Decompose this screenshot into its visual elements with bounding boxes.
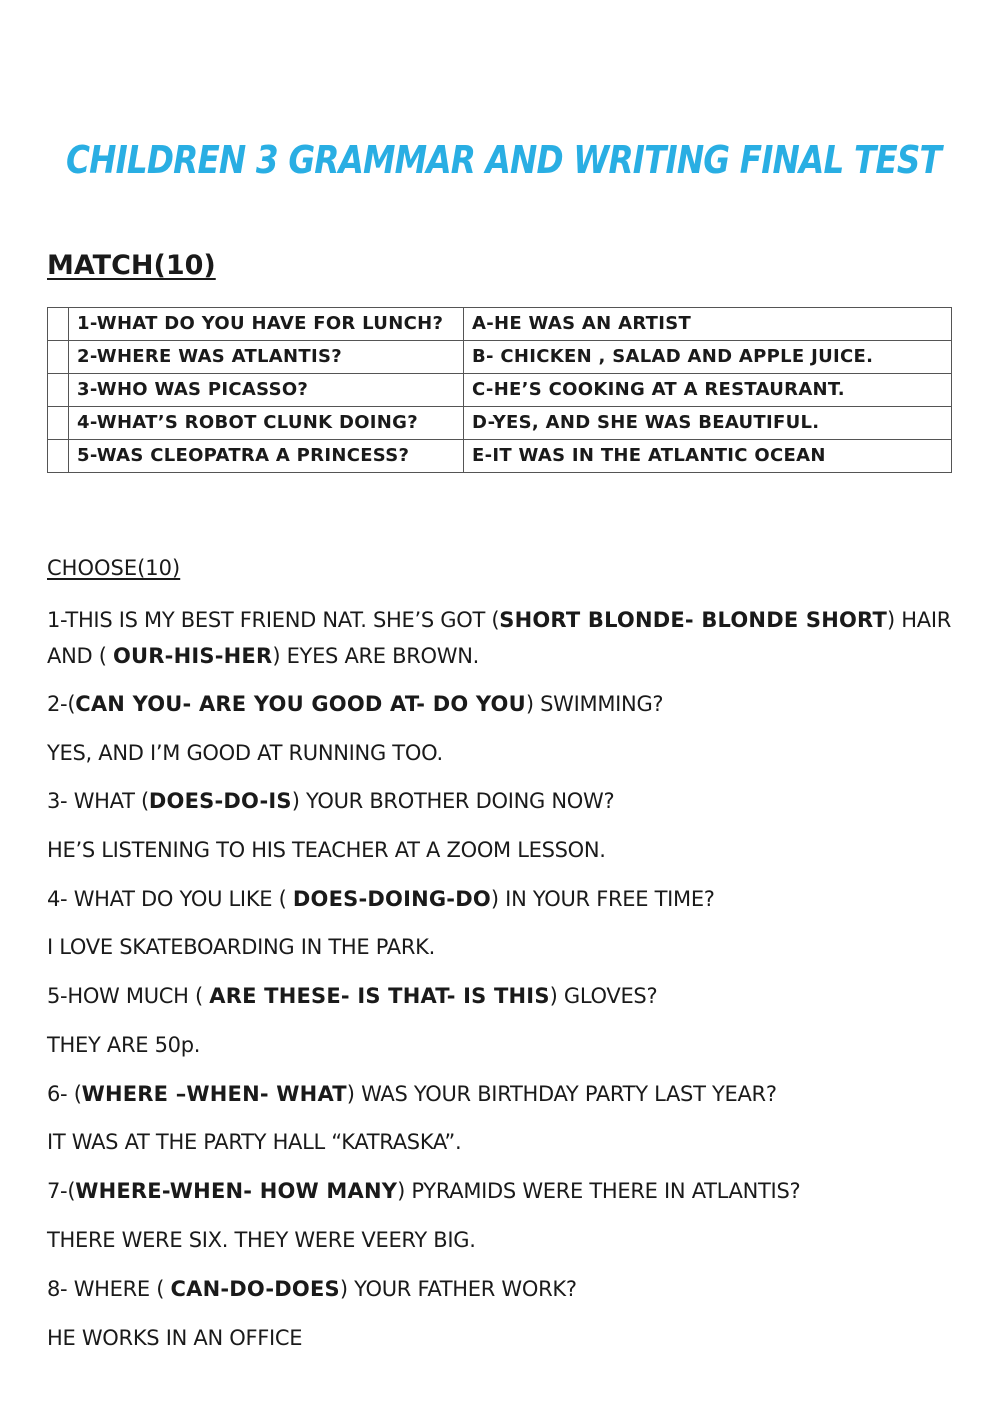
answer-cell[interactable] xyxy=(48,440,69,473)
question-text: 3- WHAT ( xyxy=(47,789,149,813)
table-row xyxy=(48,374,952,407)
question-text: ) HAIR AND ( xyxy=(47,608,952,668)
match-question: 2-WHERE WAS ATLANTIS? xyxy=(69,341,464,374)
choice-options[interactable]: DOES-DO-IS xyxy=(148,789,292,813)
question-text: 6- ( xyxy=(47,1082,82,1106)
answer-2: YES, AND I’M GOOD AT RUNNING TOO. xyxy=(47,741,443,765)
answer-cell[interactable] xyxy=(48,308,69,341)
choose-heading: CHOOSE(10) xyxy=(47,556,181,580)
table-row xyxy=(48,341,952,374)
choice-options[interactable]: WHERE-WHEN- HOW MANY xyxy=(75,1179,398,1203)
match-question: 5-WAS CLEOPATRA A PRINCESS? xyxy=(69,440,464,473)
question-text: 8- WHERE ( xyxy=(47,1277,171,1301)
question-6 xyxy=(47,1076,952,1112)
match-question: 4-WHAT’S ROBOT CLUNK DOING? xyxy=(69,407,464,440)
answer-cell[interactable] xyxy=(48,407,69,440)
choice-options[interactable]: SHORT BLONDE- BLONDE SHORT xyxy=(499,608,887,632)
question-8 xyxy=(47,1271,952,1307)
choice-options[interactable]: ARE THESE- IS THAT- IS THIS xyxy=(209,984,550,1008)
match-answer: A-HE WAS AN ARTIST xyxy=(464,308,952,341)
table-row xyxy=(48,407,952,440)
answer-7: THERE WERE SIX. THEY WERE VEERY BIG. xyxy=(47,1228,476,1252)
table-row xyxy=(48,308,952,341)
choice-options[interactable]: CAN YOU- ARE YOU GOOD AT- DO YOU xyxy=(75,692,526,716)
choice-options[interactable]: CAN-DO-DOES xyxy=(170,1277,340,1301)
match-answer: C-HE’S COOKING AT A RESTAURANT. xyxy=(464,374,952,407)
question-text: ) GLOVES? xyxy=(549,984,658,1008)
question-7 xyxy=(47,1173,952,1209)
answer-8: HE WORKS IN AN OFFICE xyxy=(47,1326,303,1350)
answer-5: THEY ARE 50p. xyxy=(47,1033,201,1057)
question-text: ) EYES ARE BROWN. xyxy=(272,644,480,668)
question-text: ) YOUR BROTHER DOING NOW? xyxy=(291,789,615,813)
question-3 xyxy=(47,783,952,819)
match-answer: D-YES, AND SHE WAS BEAUTIFUL. xyxy=(464,407,952,440)
question-text: 1-THIS IS MY BEST FRIEND NAT. SHE’S GOT ( xyxy=(47,608,500,632)
question-text: 2-( xyxy=(47,692,76,716)
worksheet-title: CHILDREN 3 GRAMMAR AND WRITING FINAL TEST xyxy=(66,138,941,182)
choice-options[interactable]: DOES-DOING-DO xyxy=(292,887,491,911)
answer-cell[interactable] xyxy=(48,374,69,407)
answer-6: IT WAS AT THE PARTY HALL “KATRASKA”. xyxy=(47,1130,462,1154)
question-text: ) WAS YOUR BIRTHDAY PARTY LAST YEAR? xyxy=(346,1082,777,1106)
question-5 xyxy=(47,978,952,1014)
question-text: ) PYRAMIDS WERE THERE IN ATLANTIS? xyxy=(397,1179,801,1203)
question-text: 7-( xyxy=(47,1179,76,1203)
answer-3: HE’S LISTENING TO HIS TEACHER AT A ZOOM LESSON. xyxy=(47,838,606,862)
question-text: 4- WHAT DO YOU LIKE ( xyxy=(47,887,293,911)
choice-options[interactable]: OUR-HIS-HER xyxy=(113,644,273,668)
match-question: 1-WHAT DO YOU HAVE FOR LUNCH? xyxy=(69,308,464,341)
match-heading: MATCH(10) xyxy=(47,250,216,281)
question-text: ) SWIMMING? xyxy=(525,692,664,716)
question-text: ) YOUR FATHER WORK? xyxy=(339,1277,577,1301)
match-question: 3-WHO WAS PICASSO? xyxy=(69,374,464,407)
question-1 xyxy=(47,602,952,674)
answer-4: I LOVE SKATEBOARDING IN THE PARK. xyxy=(47,935,435,959)
answer-cell[interactable] xyxy=(48,341,69,374)
match-answer: E-IT WAS IN THE ATLANTIC OCEAN xyxy=(464,440,952,473)
question-4 xyxy=(47,881,952,917)
match-answer: B- CHICKEN , SALAD AND APPLE JUICE. xyxy=(464,341,952,374)
match-table xyxy=(47,307,952,473)
table-row xyxy=(48,440,952,473)
question-2 xyxy=(47,686,952,722)
choice-options[interactable]: WHERE –WHEN- WHAT xyxy=(81,1082,347,1106)
question-text: ) IN YOUR FREE TIME? xyxy=(490,887,715,911)
question-text: 5-HOW MUCH ( xyxy=(47,984,210,1008)
